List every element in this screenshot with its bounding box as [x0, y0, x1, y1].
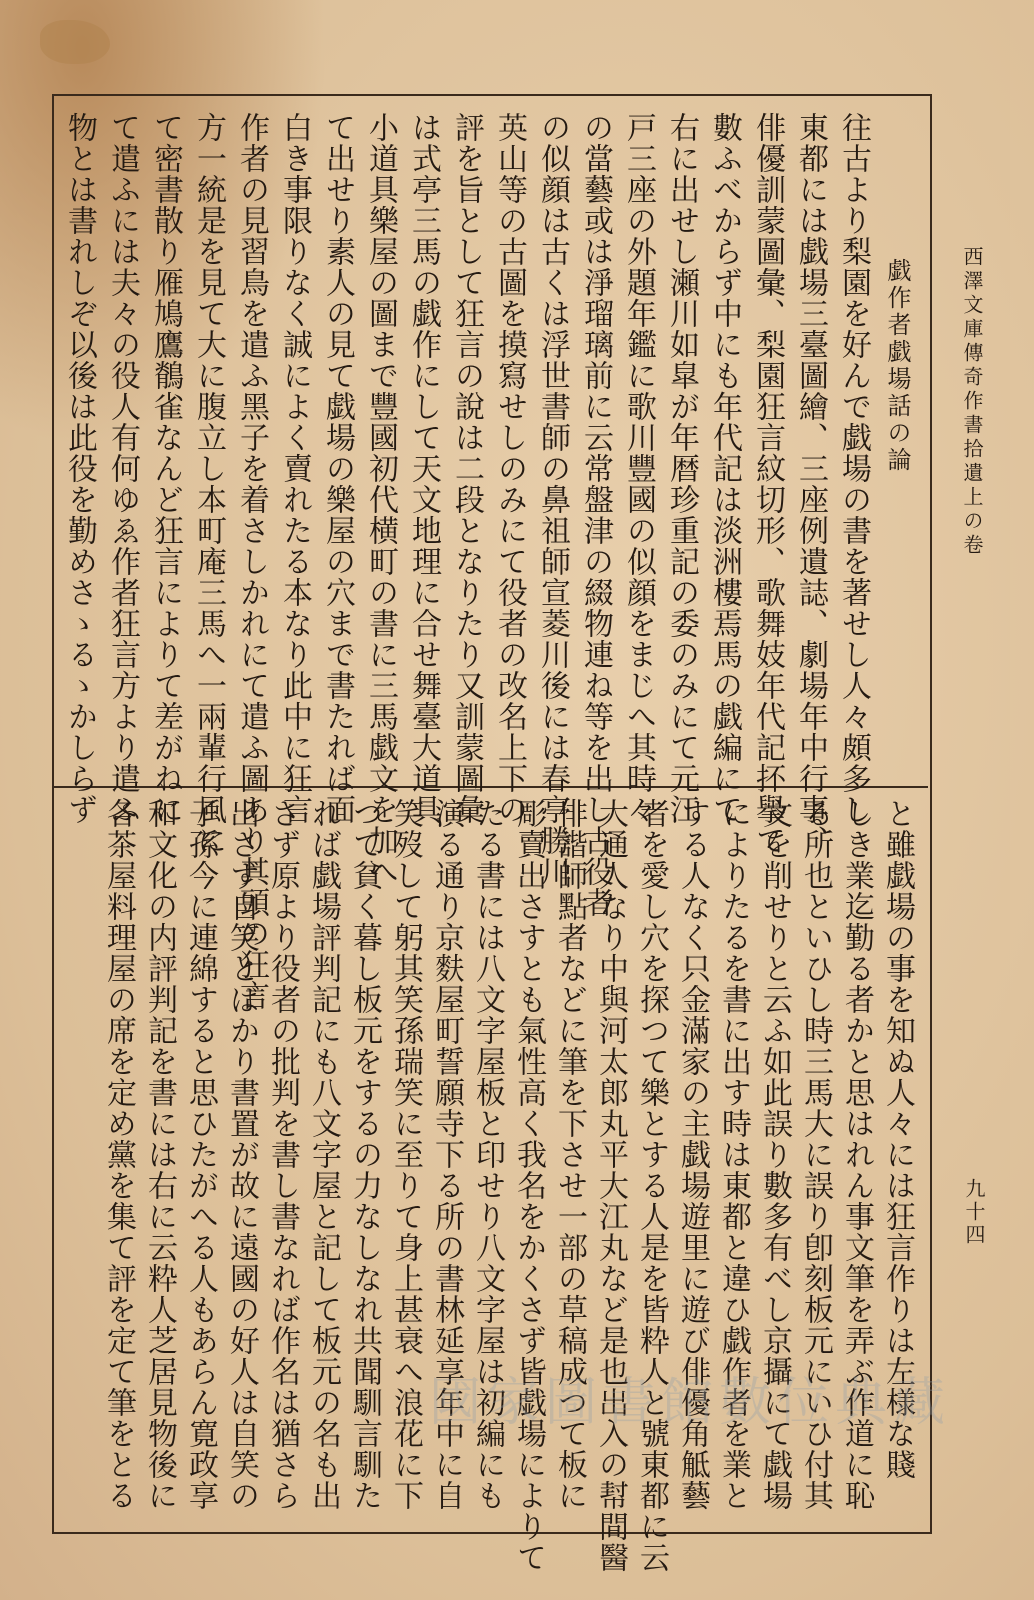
lower-column: 大通人なり中與河太郎丸平大江丸など是也出入の幇間醫: [593, 798, 628, 1573]
upper-column: 方一統是を見て大に腹立し本町庵三馬へ一兩輩行風に: [191, 112, 226, 856]
upper-column: 數ふべからず中にも年代記は淡洲樓焉馬の戯編にて: [707, 112, 742, 825]
running-head: 西澤文庫傳奇作書拾遺上の卷: [960, 246, 984, 558]
upper-column: の當藝或は淨瑠璃前に云常盤津の綴物連ね等を出し古役者: [578, 112, 613, 918]
lower-column: つて貧く暮し板元をするの力なしなれ共聞馴言馴た: [347, 798, 382, 1511]
upper-column: 東都には戯場三臺圖繪、三座例遺誌、劇場年中行事、: [793, 112, 828, 856]
upper-column: の似顔は古くは浮世書師の鼻祖師宣菱川後には春亭勝川: [535, 112, 570, 887]
lower-column: れば戯場評判記にも八文字屋と記して板元の名も出: [306, 798, 341, 1511]
upper-column: 往古より梨園を好んで戯場の書を著せし人々頗多し: [836, 112, 871, 825]
lower-column: 出さず自笑とばかり書置が故に遠國の好人は自笑の: [224, 798, 259, 1511]
lower-column: 和文化の内評判記を書には右に云粋人芝居見物後に: [142, 798, 177, 1511]
upper-column: 英山等の古圖を摸寫せしのみにて役者の改名上下の: [492, 112, 527, 825]
lower-column: たる書には八文字屋板と印せり八文字屋は初編にも: [470, 798, 505, 1511]
upper-column: は式亭三馬の戯作にして天文地理に合せ舞臺大道具: [406, 112, 441, 825]
upper-column: 俳優訓蒙圖彙、梨園狂言紋切形、歌舞妓年代記抔擧て: [750, 112, 785, 856]
lower-column: と雖戯場の事を知ぬ人々には狂言作りは左様な賤: [880, 798, 915, 1480]
lower-column: しき業迄勤る者かと思はれん事文筆を弄ぶ作道に恥: [839, 798, 874, 1511]
lower-column: 各茶屋料理屋の席を定め黨を集て評を定て筆をとる: [101, 798, 136, 1511]
library-watermark: 國家圖書館數位典藏: [428, 1373, 951, 1433]
lower-column: によりたるを書に出す時は東都と違ひ戯作者を業と: [716, 798, 751, 1511]
lower-column: 俳諧師點者などに筆を下させ一部の草稿成つて板に: [552, 798, 587, 1511]
upper-column: 評を旨として狂言の說は二段となりたり又訓蒙圖彙: [449, 112, 484, 825]
upper-column: て出せり素人の見て戯場の樂屋の穴まで書たれば面: [320, 112, 355, 825]
upper-column: 右に出せし瀬川如皐が年暦珍重記の委のみにて元江: [664, 112, 699, 825]
upper-column: て遣ふには夫々の役人有何ゆゑ作者狂言方より遣ふ: [105, 112, 140, 825]
upper-column: 白き事限りなく誠によく賣れたる本なり此中に狂言: [277, 112, 312, 825]
page-number: 九十四: [962, 1178, 986, 1247]
lower-column: 子孫今に連綿すると思ひたがへる人もあらん寛政享: [183, 798, 218, 1511]
upper-column: 作者の見習鳥を遣ふ黑子を着さしかれにて遣ふ圖あり其頭の狂言: [234, 112, 269, 1011]
lower-column: さず原より役者の批判を書し書なれば作名は猶さら: [265, 798, 300, 1511]
upper-column: て密書散り雁鳩鷹鶺雀なんど狂言によりて差がねに: [148, 112, 183, 825]
upper-column: 物とは書れしぞ以後は此役を勤めさゝるゝかしらず: [62, 112, 97, 825]
corner-stain: [40, 20, 110, 64]
lower-column: 演る通り京麩屋町誓願寺下る所の書林延享年中に自: [429, 798, 464, 1511]
lower-column: 文を削せりと云ふ如此誤り數多有べし京攝にて戯場: [757, 798, 792, 1511]
lower-column: 者を愛し穴を探つて樂とする人是を皆粋人と號東都に云: [634, 798, 669, 1573]
lower-column: る所也といひし時三馬大に誤り卽刻板元にいひ付其: [798, 798, 833, 1511]
lower-column: 彫賣出さすとも氣性高く我名をかくさず皆戯場によりて: [511, 798, 546, 1573]
lower-column: する人なく只金滿家の主戯場遊里に遊び俳優角觝藝: [675, 798, 710, 1511]
article-title: 戯作者戯場話の論: [883, 258, 911, 474]
upper-column: 戸三座の外題年鑑に歌川豐國の似顔をまじへ其時々: [621, 112, 656, 825]
upper-column: 小道具樂屋の圖まで豐國初代横町の書に三馬戯文を加へ: [363, 112, 398, 887]
lower-column: 笑歿して躬其笑孫瑞笑に至りて身上甚衰へ浪花に下: [388, 798, 423, 1511]
